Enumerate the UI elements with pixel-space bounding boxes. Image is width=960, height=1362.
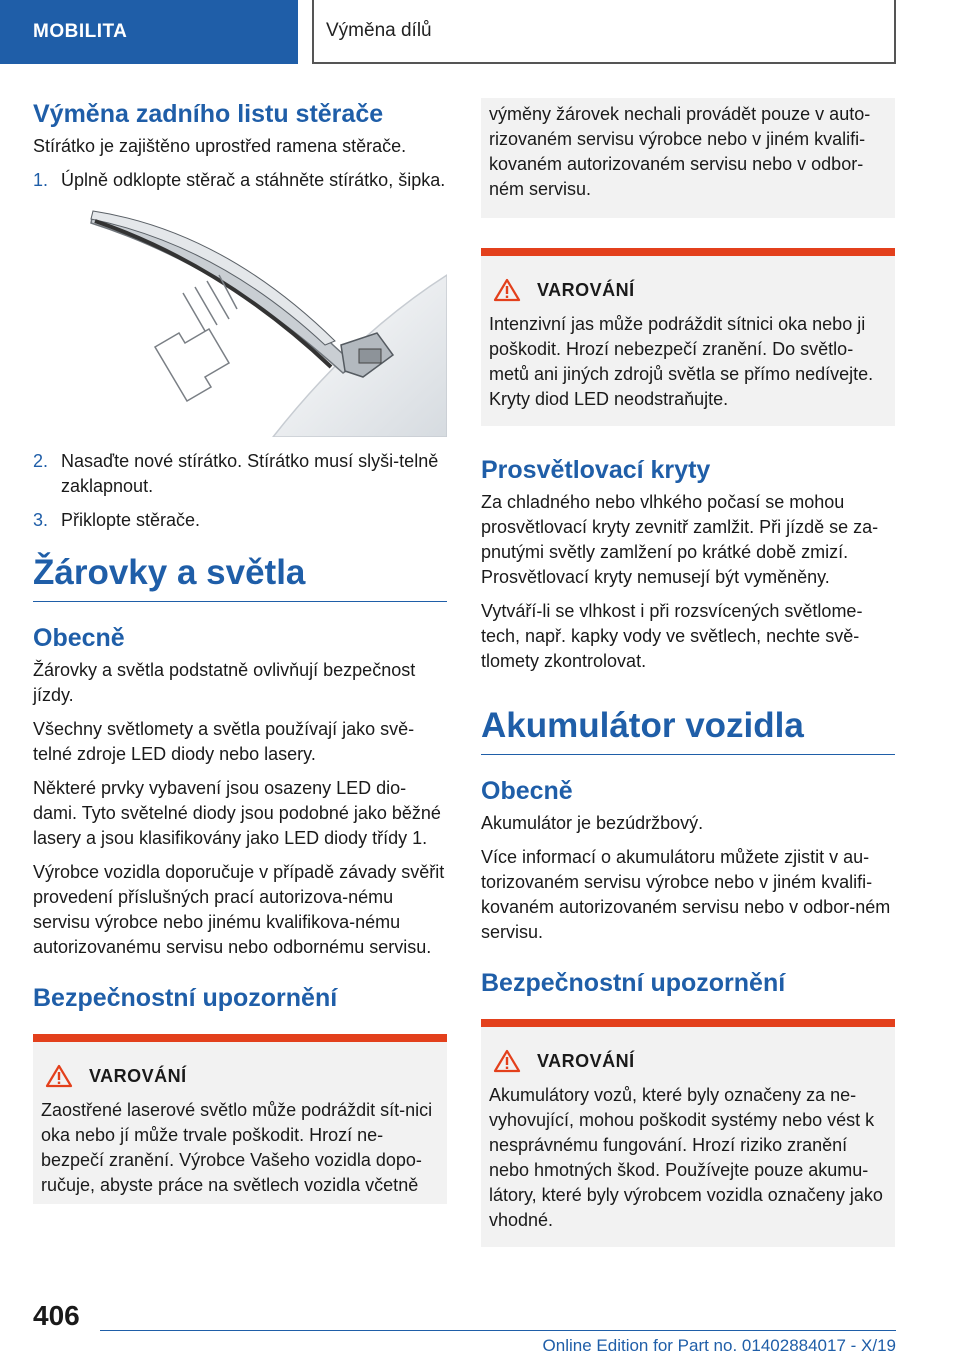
paragraph: Více informací o akumulátoru můžete zjistit v au-torizovaném servisu výrobce nebo v jiném kvalifi-kovaném autorizovaném servisu nebo v odbor-ném servisu. [481,847,891,942]
section-tab: MOBILITA [0,0,298,64]
warning-text: Intenzivní jas může podráždit sítnici oka nebo ji poškodit. Hrozí nebezpečí zranění. Do světlo-metů ani jiných zdrojů světla se přímo nedívejte. Kryty diod LED neodstraňujte. [489,314,874,409]
warning-header [41,1064,439,1088]
warning-triangle-icon [493,278,521,302]
step-number: 1. [33,170,49,190]
warning-continuation [481,98,895,218]
battery-heading: Akumulátor vozidla [481,704,895,755]
warning-label: VAROVÁNÍ [537,1050,635,1071]
wiper-steps [33,168,447,193]
paragraph: Výrobce vozidla doporučuje v případě závady svěřit provedení příslušných prací autorizova-nému servisu výrobce nebo jinému kvalifikova-nému autorizovanému servisu nebo odbornému servisu. [33,862,445,957]
wiper-illustration [33,205,447,437]
footer-divider [100,1330,896,1331]
warning-header [489,278,887,302]
arrow-icon [155,275,237,401]
general-heading: Obecně [33,624,125,652]
bulbs-heading: Žárovky a světla [33,551,447,602]
step-text: Přiklopte stěrače. [61,510,201,530]
chapter-title: Výměna dílů [312,0,896,64]
left-column [33,98,447,1204]
warning-box [481,248,895,426]
step-item [33,449,447,499]
paragraph: Za chladného nebo vlhkého počasí se mohou prosvětlovací kryty zevnitř zamlžit. Při jízdě se za-pnutými světly zamlžení po krátké době zmizí. Prosvětlovací kryty nemusejí být vyměněny. [481,492,879,587]
page-number: 406 [33,1300,80,1331]
paragraph: Vytváří-li se vlhkost i při rozsvícených světlome-tech, např. kapky vody ve světlech, nechte svě-tlomety zkontrolovat. [481,601,863,671]
warning-header [489,1049,887,1073]
safety-heading: Bezpečnostní upozornění [33,984,338,1012]
step-item [33,508,447,533]
paragraph: Akumulátor je bezúdržbový. [481,813,704,833]
covers-heading: Prosvětlovací kryty [481,456,711,484]
paragraph: Žárovky a světla podstatně ovlivňují bezpečnost jízdy. [33,660,416,705]
step-item [33,168,447,193]
wiper-steps-cont [33,449,447,533]
warning-triangle-icon [493,1049,521,1073]
warning-text: Akumulátory vozů, které byly označeny za ne-vyhovující, mohou poškodit systémy nebo vést k nesprávnému fungování. Hrozí riziko zranění nebo hmotných škod. Používejte pouze akumu-látory, které byly výrobcem vozidla označeny jako vhodné. [489,1085,883,1230]
wiper-heading: Výměna zadního listu stěrače [33,100,384,128]
battery-general-heading: Obecně [481,777,573,805]
step-text: Úplně odklopte stěrač a stáhněte stírátko, šipka. [61,170,446,190]
step-number: 2. [33,451,49,471]
wiper-blade-image [33,205,447,437]
warning-box [481,1019,895,1247]
step-text: Nasaďte nové stírátko. Stírátko musí slyši-telně zaklapnout. [61,451,439,496]
warning-triangle-icon [45,1064,73,1088]
step-number: 3. [33,510,49,530]
warning-label: VAROVÁNÍ [89,1065,187,1086]
wiper-intro: Stírátko je zajištěno uprostřed ramena stěrače. [33,136,407,156]
footer-edition: Online Edition for Part no. 01402884017 - X/19 [542,1336,896,1355]
warning-box [33,1034,447,1204]
battery-safety-heading: Bezpečnostní upozornění [481,969,786,997]
continuation-text: výměny žárovek nechali provádět pouze v auto-rizovaném servisu výrobce nebo v jiném kvalifi-kovaném autorizovaném servisu nebo v odbor-ném servisu. [489,104,871,199]
warning-label: VAROVÁNÍ [537,279,635,300]
paragraph: Některé prvky vybavení jsou osazeny LED dio-dami. Tyto světelné diody jsou podobné jako běžné lasery a jsou klasifikovány jako LED diody třídy 1. [33,778,441,848]
paragraph: Všechny světlomety a světla používají jako svě-telné zdroje LED diody nebo lasery. [33,719,415,764]
right-column [481,98,895,1247]
warning-text: Zaostřené laserové světlo může podráždit sít-nici oka nebo jí může trvale poškodit. Hrozí ne-bezpečí zranění. Výrobce Vašeho vozidla dopo-ručuje, abyste práce na světlech vozidla včetně [41,1100,433,1195]
